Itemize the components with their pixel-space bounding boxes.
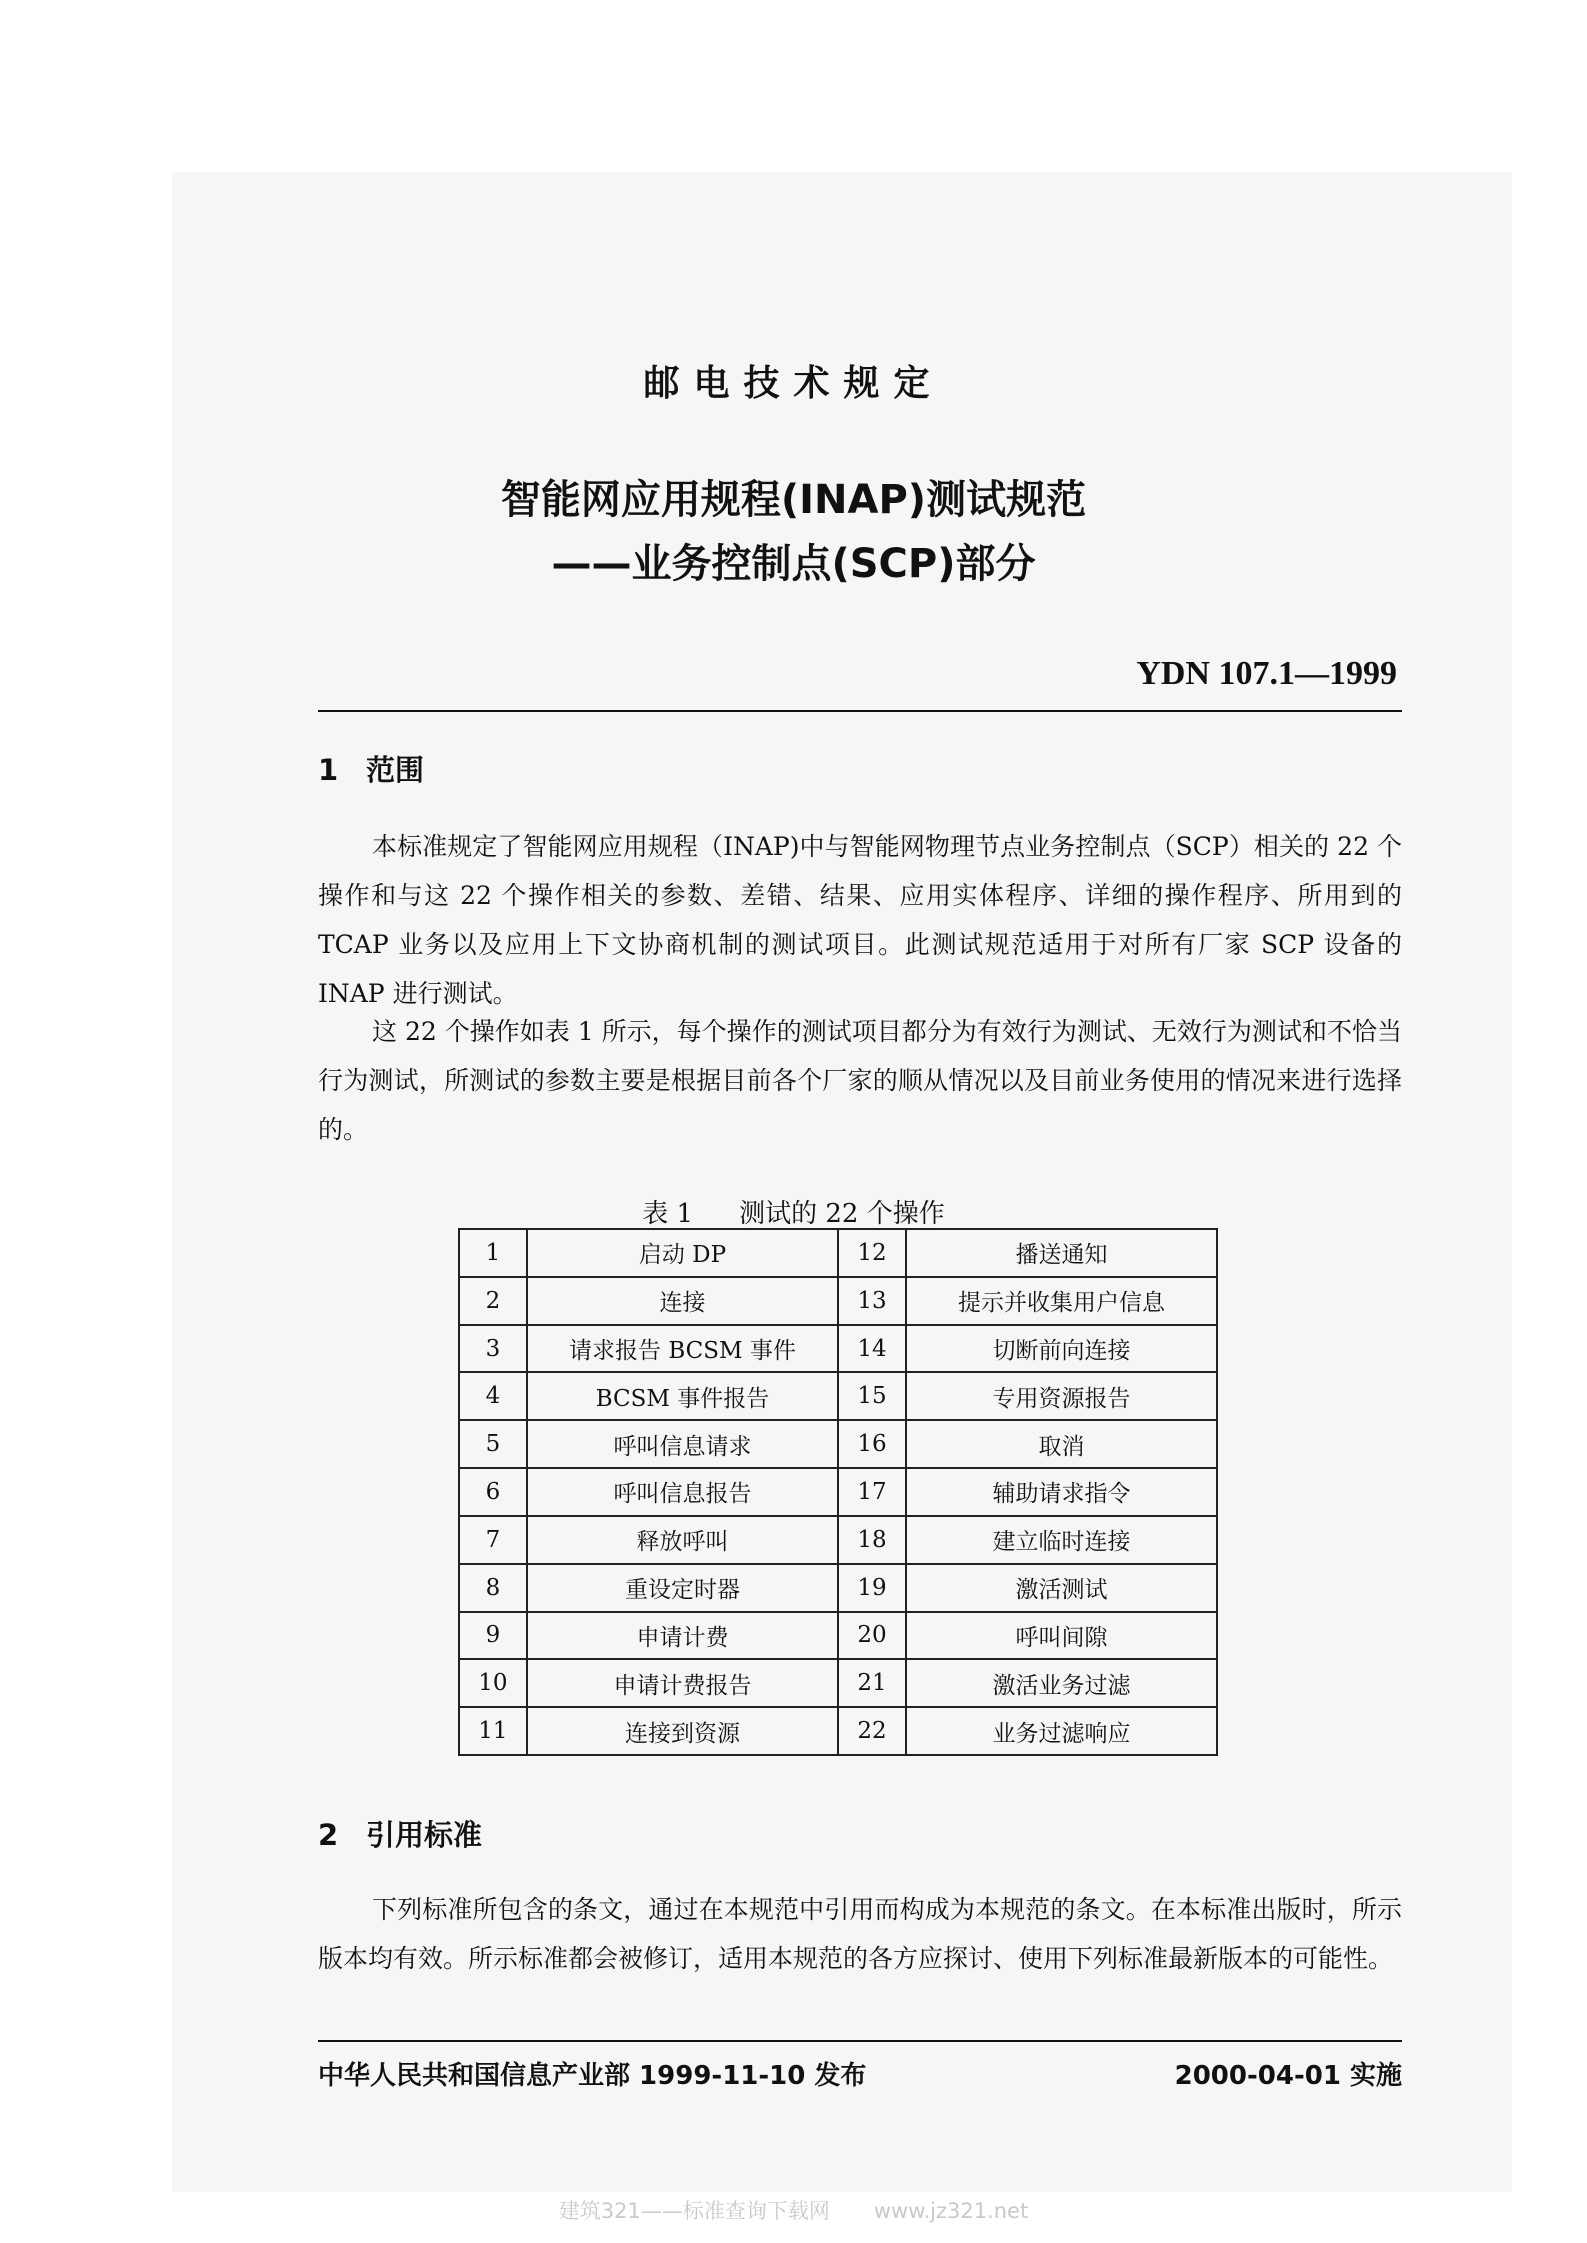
section-1-number: 1 xyxy=(318,753,339,787)
operation-number-cell: 4 xyxy=(459,1372,527,1420)
operation-number-cell: 1 xyxy=(459,1229,527,1277)
operation-name-cell: 呼叫信息请求 xyxy=(527,1420,838,1468)
operation-name-cell: 连接到资源 xyxy=(527,1707,838,1755)
operation-number-cell: 5 xyxy=(459,1420,527,1468)
issue-date: 中华人民共和国信息产业部 1999-11-10 发布 xyxy=(318,2061,867,2091)
operation-name-cell: 提示并收集用户信息 xyxy=(906,1277,1217,1325)
operation-number-cell: 3 xyxy=(459,1325,527,1373)
footer-rule xyxy=(318,2040,1402,2042)
operation-number-cell: 14 xyxy=(838,1325,906,1373)
operation-number-cell: 21 xyxy=(838,1659,906,1707)
operation-name-cell: 播送通知 xyxy=(906,1229,1217,1277)
table-row xyxy=(459,1659,1217,1707)
operations-table xyxy=(458,1228,1218,1756)
operation-name-cell: 启动 DP xyxy=(527,1229,838,1277)
operation-name-cell: 辅助请求指令 xyxy=(906,1468,1217,1516)
issuing-body-heading: 邮电技术规定 xyxy=(643,363,944,404)
table-row xyxy=(459,1229,1217,1277)
section-2-paragraph-1: 下列标准所包含的条文，通过在本规范中引用而构成为本规范的条文。在本标准出版时，所示版本均有效。所示标准都会被修订，适用本规范的各方应探讨、使用下列标准最新版本的可能性。 xyxy=(318,1895,1402,1973)
operation-number-cell: 12 xyxy=(838,1229,906,1277)
operation-name-cell: 切断前向连接 xyxy=(906,1325,1217,1373)
operation-number-cell: 6 xyxy=(459,1468,527,1516)
table-row xyxy=(459,1564,1217,1612)
operation-number-cell: 2 xyxy=(459,1277,527,1325)
operation-name-cell: 连接 xyxy=(527,1277,838,1325)
operation-number-cell: 17 xyxy=(838,1468,906,1516)
table-caption-label: 表 1 xyxy=(642,1199,694,1229)
table-row xyxy=(459,1612,1217,1660)
document-subtitle: ——业务控制点(SCP)部分 xyxy=(551,541,1036,587)
operation-name-cell: BCSM 事件报告 xyxy=(527,1372,838,1420)
operation-number-cell: 20 xyxy=(838,1612,906,1660)
operation-number-cell: 7 xyxy=(459,1516,527,1564)
operation-name-cell: 请求报告 BCSM 事件 xyxy=(527,1325,838,1373)
watermark xyxy=(0,2195,1587,2225)
table-row xyxy=(459,1325,1217,1373)
standard-number: YDN 107.1—1999 xyxy=(1136,655,1397,692)
operation-number-cell: 22 xyxy=(838,1707,906,1755)
section-1-heading xyxy=(318,748,424,789)
table-row xyxy=(459,1420,1217,1468)
section-1-paragraph-2: 这 22 个操作如表 1 所示，每个操作的测试项目都分为有效行为测试、无效行为测试和不恰当行为测试，所测试的参数主要是根据目前各个厂家的顺从情况以及目前业务使用的情况来进行选择的。 xyxy=(318,1017,1402,1144)
operation-number-cell: 16 xyxy=(838,1420,906,1468)
operation-name-cell: 建立临时连接 xyxy=(906,1516,1217,1564)
table-row xyxy=(459,1516,1217,1564)
document-title: 智能网应用规程(INAP)测试规范 xyxy=(500,477,1087,523)
section-2-title: 引用标准 xyxy=(366,1818,483,1852)
operation-number-cell: 8 xyxy=(459,1564,527,1612)
operation-number-cell: 13 xyxy=(838,1277,906,1325)
operation-number-cell: 10 xyxy=(459,1659,527,1707)
table-row xyxy=(459,1277,1217,1325)
operation-name-cell: 业务过滤响应 xyxy=(906,1707,1217,1755)
table-row xyxy=(459,1372,1217,1420)
operation-name-cell: 呼叫信息报告 xyxy=(527,1468,838,1516)
table-caption-title: 测试的 22 个操作 xyxy=(739,1199,945,1229)
operation-number-cell: 11 xyxy=(459,1707,527,1755)
section-2-number: 2 xyxy=(318,1818,339,1852)
watermark-url: www.jz321.net xyxy=(873,2199,1029,2223)
header-rule xyxy=(318,710,1402,712)
section-1-title: 范围 xyxy=(366,753,425,787)
operation-name-cell: 申请计费报告 xyxy=(527,1659,838,1707)
watermark-site-name: 建筑321——标准查询下载网 xyxy=(558,2199,830,2223)
operation-name-cell: 专用资源报告 xyxy=(906,1372,1217,1420)
operation-name-cell: 取消 xyxy=(906,1420,1217,1468)
operation-number-cell: 18 xyxy=(838,1516,906,1564)
operation-name-cell: 呼叫间隙 xyxy=(906,1612,1217,1660)
operation-name-cell: 申请计费 xyxy=(527,1612,838,1660)
operation-name-cell: 激活测试 xyxy=(906,1564,1217,1612)
table-row xyxy=(459,1468,1217,1516)
section-2-heading xyxy=(318,1813,482,1854)
operation-name-cell: 重设定时器 xyxy=(527,1564,838,1612)
operation-name-cell: 释放呼叫 xyxy=(527,1516,838,1564)
operation-number-cell: 15 xyxy=(838,1372,906,1420)
section-1-paragraph-1: 本标准规定了智能网应用规程（INAP)中与智能网物理节点业务控制点（SCP）相关的 22 个操作和与这 22 个操作相关的参数、差错、结果、应用实体程序、详细的操作程序、所用到的 TCAP 业务以及应用上下文协商机制的测试项目。此测试规范适用于对所有厂家 SCP 设备的 INAP 进行测试。 xyxy=(318,832,1402,1008)
table-caption xyxy=(0,1193,1587,1230)
operation-number-cell: 19 xyxy=(838,1564,906,1612)
operation-number-cell: 9 xyxy=(459,1612,527,1660)
table-row xyxy=(459,1707,1217,1755)
operation-name-cell: 激活业务过滤 xyxy=(906,1659,1217,1707)
effective-date: 2000-04-01 实施 xyxy=(1174,2061,1402,2091)
